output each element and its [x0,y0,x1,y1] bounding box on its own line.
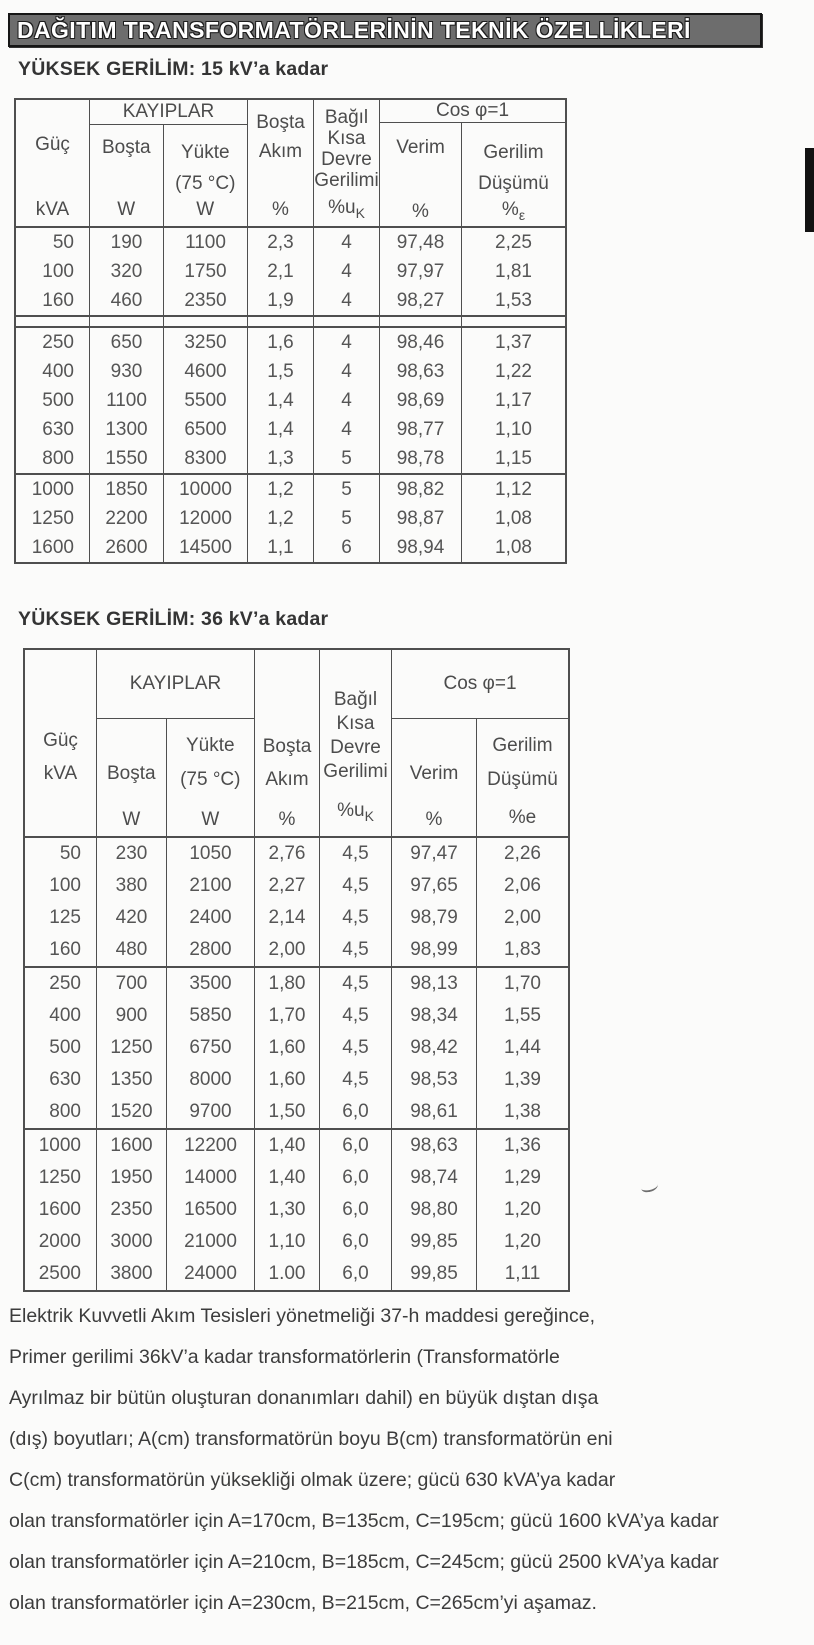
table-row [16,504,565,533]
footer-line: olan transformatörler için A=230cm, B=215cm, C=265cm’yi aşamaz. [9,1592,597,1614]
table-row [16,444,565,473]
cell-dusum: 1,83 [504,939,541,960]
cell-bosta-w: 460 [90,286,164,315]
cell-bosta-w: 1520 [97,1096,167,1128]
cell-uk: 4,5 [320,902,392,934]
footer-line: Ayrılmaz bir bütün oluşturan donanımları dahil) en büyük dıştan dışa [9,1387,599,1409]
header-bosta: Boşta W [97,719,167,836]
cell-verim: 98,94 [380,533,462,562]
footer-line: (dış) boyutları; A(cm) transformatörün boyu B(cm) transformatörün eni [9,1428,613,1450]
header-guc: Güç kVA [25,650,97,836]
cell-guc: 630 [16,415,90,444]
cell-yukte-w: 6750 [167,1032,255,1064]
cell-uk: 4 [314,228,380,257]
table-row [25,1096,568,1128]
cell-dusum: 1,38 [504,1101,541,1122]
cell-bosta-w: 2350 [97,1194,167,1226]
table-36kv-group-2 [25,966,568,1128]
cell-uk: 4,5 [320,1064,392,1096]
cell-bosta-akim: 1,2 [248,504,314,533]
cell-yukte-w: 3250 [164,328,248,357]
cell-verim: 98,78 [380,444,462,473]
cell-verim: 98,87 [380,504,462,533]
cell-bosta-w: 650 [90,328,164,357]
cell-bosta-w: 190 [90,228,164,257]
cell-verim: 98,79 [392,902,477,934]
cell-bosta-w: 1850 [90,475,164,504]
cell-dusum: 1,55 [504,1005,541,1026]
header-group-kayiplar [97,650,255,836]
cell-dusum: 2,25 [495,231,532,253]
table-row [25,1226,568,1258]
cell-uk: 6 [314,533,380,562]
cell-uk: 4,5 [320,1032,392,1064]
table-row [25,1162,568,1194]
cell-guc: 2500 [25,1258,97,1290]
cell-bosta-akim: 1,9 [248,286,314,315]
cell-bosta-akim: 1,6 [248,328,314,357]
cell-verim: 98,27 [380,286,462,315]
cell-verim: 97,48 [380,228,462,257]
cell-bosta-w: 2200 [90,504,164,533]
cell-yukte-w: 24000 [167,1258,255,1290]
header-group-cos [380,100,565,226]
cell-bosta-w: 3800 [97,1258,167,1290]
header-gerilim-dusumu: Gerilim Düşümü $\%_\varepsilon$ [478,142,549,223]
cell-dusum: 2,26 [504,843,541,864]
cell-dusum: 1,70 [504,973,541,994]
cell-dusum: 2,00 [504,907,541,928]
cell-uk: 4,5 [320,838,392,870]
cell-uk: 5 [314,444,380,473]
cell-dusum: 1,20 [504,1231,541,1252]
cell-guc: 1250 [16,504,90,533]
cell-verim: 97,65 [392,870,477,902]
cell-bosta-akim: 1,4 [248,415,314,444]
cell-dusum: 1,08 [495,536,532,558]
cell-dusum: 1,29 [504,1167,541,1188]
cell-uk: 4 [314,286,380,315]
cell-bosta-w: 1550 [90,444,164,473]
table-row [25,1194,568,1226]
header-yukte: Yükte (75 °C) W [175,142,236,220]
cell-bosta-w: 1100 [90,386,164,415]
cell-yukte-w: 1050 [167,838,255,870]
footer-line: C(cm) transformatörün yüksekliği olmak üzere; gücü 630 kVA’ya kadar [9,1469,616,1491]
cell-guc: 400 [16,357,90,386]
cell-bosta-akim: 1,40 [255,1162,320,1194]
cell-guc: 250 [25,968,97,1000]
cell-uk: 5 [314,504,380,533]
cell-dusum: 1,10 [495,418,532,440]
table-row [16,328,565,357]
table-row [25,934,568,966]
cell-dusum: 2,06 [504,875,541,896]
header-verim: Verim % [380,123,462,228]
table-15kv-group-1 [16,228,565,315]
header-bagil-kisa-devre: Bağıl Kısa Devre Gerilimi $\%u_K$ [314,100,380,226]
cell-verim: 99,85 [392,1226,477,1258]
table-row [25,838,568,870]
cell-guc: 1000 [25,1130,97,1162]
header-gerilim-dusumu: Gerilim Düşümü %e [487,735,558,829]
cell-verim: 98,53 [392,1064,477,1096]
table-row [16,386,565,415]
cell-bosta-w: 1600 [97,1130,167,1162]
cell-yukte-w: 9700 [167,1096,255,1128]
cell-uk: 4 [314,386,380,415]
cell-yukte-w: 14500 [164,533,248,562]
section-heading-15kv: YÜKSEK GERİLİM: 15 kV’a kadar [18,58,329,80]
table-15kv-group-2 [16,328,565,473]
table-row [16,228,565,257]
cell-guc: 50 [25,838,97,870]
cell-verim: 98,69 [380,386,462,415]
cell-guc: 160 [25,934,97,966]
cell-yukte-w: 8000 [167,1064,255,1096]
cell-dusum: 1,22 [495,360,532,382]
table-36kv-group-1 [25,838,568,966]
cell-yukte-w: 12000 [164,504,248,533]
table-36kv [23,648,570,1292]
cell-dusum: 1,36 [504,1135,541,1156]
cell-dusum: 1,81 [495,260,532,282]
table-row [16,257,565,286]
cell-uk: 5 [314,475,380,504]
cell-verim: 98,46 [380,328,462,357]
cell-bosta-akim: 1,5 [248,357,314,386]
table-row [25,968,568,1000]
footer-paragraph [9,1296,809,1624]
cell-dusum: 1,53 [495,289,532,311]
scan-artifact-bar [805,148,814,232]
section-heading-36kv: YÜKSEK GERİLİM: 36 kV’a kadar [18,608,329,630]
cell-yukte-w: 2800 [167,934,255,966]
cell-dusum: 1,12 [495,478,532,500]
header-kayiplar-label: KAYIPLAR [90,100,247,125]
cell-uk: 4,5 [320,1000,392,1032]
cell-uk: 4 [314,257,380,286]
cell-guc: 250 [16,328,90,357]
cell-uk: 4 [314,415,380,444]
table-15kv-group-separator [16,315,565,328]
cell-bosta-w: 1300 [90,415,164,444]
cell-bosta-akim: 1,2 [248,475,314,504]
cell-bosta-w: 1950 [97,1162,167,1194]
cell-yukte-w: 4600 [164,357,248,386]
header-kayiplar-label: KAYIPLAR [97,650,254,719]
cell-guc: 1250 [25,1162,97,1194]
table-36kv-header [25,650,568,838]
cell-verim: 98,74 [392,1162,477,1194]
cell-guc: 400 [25,1000,97,1032]
cell-yukte-w: 5850 [167,1000,255,1032]
cell-uk: 4,5 [320,870,392,902]
header-yukte: Yükte (75 °C) W [180,735,241,830]
cell-yukte-w: 2100 [167,870,255,902]
cell-bosta-w: 900 [97,1000,167,1032]
table-row [25,1000,568,1032]
cell-bosta-akim: 1,30 [255,1194,320,1226]
cell-guc: 800 [16,444,90,473]
header-bosta-akim: Boşta Akım % [248,100,314,226]
table-36kv-group-3 [25,1128,568,1290]
header-bosta: Boşta W [90,125,164,226]
cell-bosta-w: 3000 [97,1226,167,1258]
cell-bosta-w: 480 [97,934,167,966]
cell-uk: 6,0 [320,1096,392,1128]
cell-verim: 98,61 [392,1096,477,1128]
table-row [25,1064,568,1096]
footer-line: olan transformatörler için A=210cm, B=185cm, C=245cm; gücü 2500 kVA’ya kadar [9,1551,719,1573]
cell-bosta-w: 320 [90,257,164,286]
cell-bosta-w: 380 [97,870,167,902]
cell-guc: 100 [16,257,90,286]
cell-guc: 100 [25,870,97,902]
cell-bosta-akim: 1,80 [255,968,320,1000]
cell-yukte-w: 6500 [164,415,248,444]
cell-yukte-w: 21000 [167,1226,255,1258]
footer-line: olan transformatörler için A=170cm, B=135cm, C=195cm; gücü 1600 kVA’ya kadar [9,1510,719,1532]
cell-uk: 4 [314,328,380,357]
cell-bosta-w: 230 [97,838,167,870]
header-bagil-kisa-devre: Bağıl Kısa Devre Gerilimi $\%u_K$ [320,650,392,836]
table-15kv-group-3 [16,473,565,562]
table-15kv [14,98,567,564]
cell-bosta-akim: 1.00 [255,1258,320,1290]
cell-uk: 6,0 [320,1162,392,1194]
cell-guc: 1600 [16,533,90,562]
cell-guc: 50 [16,228,90,257]
cell-yukte-w: 1100 [164,228,248,257]
cell-yukte-w: 2350 [164,286,248,315]
cell-verim: 98,63 [392,1130,477,1162]
cell-verim: 98,82 [380,475,462,504]
footer-line: Elektrik Kuvvetli Akım Tesisleri yönetmeliği 37-h maddesi gereğince, [9,1305,595,1327]
cell-guc: 2000 [25,1226,97,1258]
cell-verim: 98,13 [392,968,477,1000]
cell-dusum: 1,11 [504,1263,541,1284]
cell-bosta-akim: 2,76 [255,838,320,870]
cell-uk: 4,5 [320,934,392,966]
table-row [16,475,565,504]
cell-bosta-w: 1250 [97,1032,167,1064]
cell-guc: 800 [25,1096,97,1128]
header-cos-label: Cos φ=1 [380,100,565,123]
cell-dusum: 1,37 [495,331,532,353]
header-verim: Verim % [392,719,477,836]
cell-dusum: 1,15 [495,447,532,469]
header-bosta-akim: Boşta Akım % [255,650,320,836]
cell-guc: 125 [25,902,97,934]
cell-verim: 98,63 [380,357,462,386]
cell-bosta-akim: 2,00 [255,934,320,966]
cell-yukte-w: 8300 [164,444,248,473]
table-row [25,902,568,934]
table-row [25,870,568,902]
cell-bosta-akim: 1,60 [255,1032,320,1064]
table-row [16,357,565,386]
cell-dusum: 1,17 [495,389,532,411]
cell-uk: 4 [314,357,380,386]
cell-verim: 97,97 [380,257,462,286]
cell-uk: 6,0 [320,1130,392,1162]
cell-bosta-akim: 1,70 [255,1000,320,1032]
cell-bosta-w: 930 [90,357,164,386]
cell-guc: 500 [16,386,90,415]
header-guc: Güç kVA [16,100,90,226]
table-row [25,1258,568,1290]
footer-line: Primer gerilimi 36kV’a kadar transformatörlerin (Transformatörle [9,1346,560,1368]
cell-bosta-w: 1350 [97,1064,167,1096]
cell-verim: 98,77 [380,415,462,444]
cell-yukte-w: 10000 [164,475,248,504]
cell-dusum: 1,20 [504,1199,541,1220]
cell-yukte-w: 3500 [167,968,255,1000]
cell-uk: 6,0 [320,1258,392,1290]
cell-bosta-akim: 2,3 [248,228,314,257]
cell-guc: 1600 [25,1194,97,1226]
cell-bosta-akim: 1,40 [255,1130,320,1162]
cell-yukte-w: 16500 [167,1194,255,1226]
cell-yukte-w: 2400 [167,902,255,934]
cell-verim: 98,34 [392,1000,477,1032]
cell-guc: 1000 [16,475,90,504]
cell-yukte-w: 5500 [164,386,248,415]
table-row [16,415,565,444]
table-15kv-header [16,100,565,228]
cell-uk: 6,0 [320,1194,392,1226]
cell-yukte-w: 12200 [167,1130,255,1162]
cell-verim: 98,99 [392,934,477,966]
table-row [25,1032,568,1064]
cell-dusum: 1,39 [504,1069,541,1090]
cell-uk: 6,0 [320,1226,392,1258]
cell-yukte-w: 14000 [167,1162,255,1194]
scan-artifact-mark [640,1180,658,1193]
header-group-cos [392,650,568,836]
cell-uk: 4,5 [320,968,392,1000]
cell-bosta-w: 700 [97,968,167,1000]
cell-verim: 99,85 [392,1258,477,1290]
cell-verim: 98,42 [392,1032,477,1064]
table-row [25,1130,568,1162]
cell-bosta-akim: 2,14 [255,902,320,934]
cell-bosta-akim: 1,50 [255,1096,320,1128]
table-row [16,533,565,562]
cell-guc: 160 [16,286,90,315]
cell-bosta-akim: 1,60 [255,1064,320,1096]
cell-bosta-akim: 1,4 [248,386,314,415]
cell-verim: 97,47 [392,838,477,870]
header-cos-label: Cos φ=1 [392,650,568,719]
cell-guc: 500 [25,1032,97,1064]
cell-yukte-w: 1750 [164,257,248,286]
cell-dusum: 1,08 [495,507,532,529]
cell-bosta-akim: 1,3 [248,444,314,473]
table-row [16,286,565,315]
header-group-kayiplar [90,100,248,226]
cell-verim: 98,80 [392,1194,477,1226]
page-title: DAĞITIM TRANSFORMATÖRLERİNİN TEKNİK ÖZELLİKLERİ [17,16,691,43]
cell-bosta-w: 2600 [90,533,164,562]
cell-bosta-akim: 2,27 [255,870,320,902]
page-title-bar [8,13,762,47]
cell-bosta-akim: 1,10 [255,1226,320,1258]
cell-guc: 630 [25,1064,97,1096]
cell-bosta-w: 420 [97,902,167,934]
cell-dusum: 1,44 [504,1037,541,1058]
cell-bosta-akim: 1,1 [248,533,314,562]
cell-bosta-akim: 2,1 [248,257,314,286]
